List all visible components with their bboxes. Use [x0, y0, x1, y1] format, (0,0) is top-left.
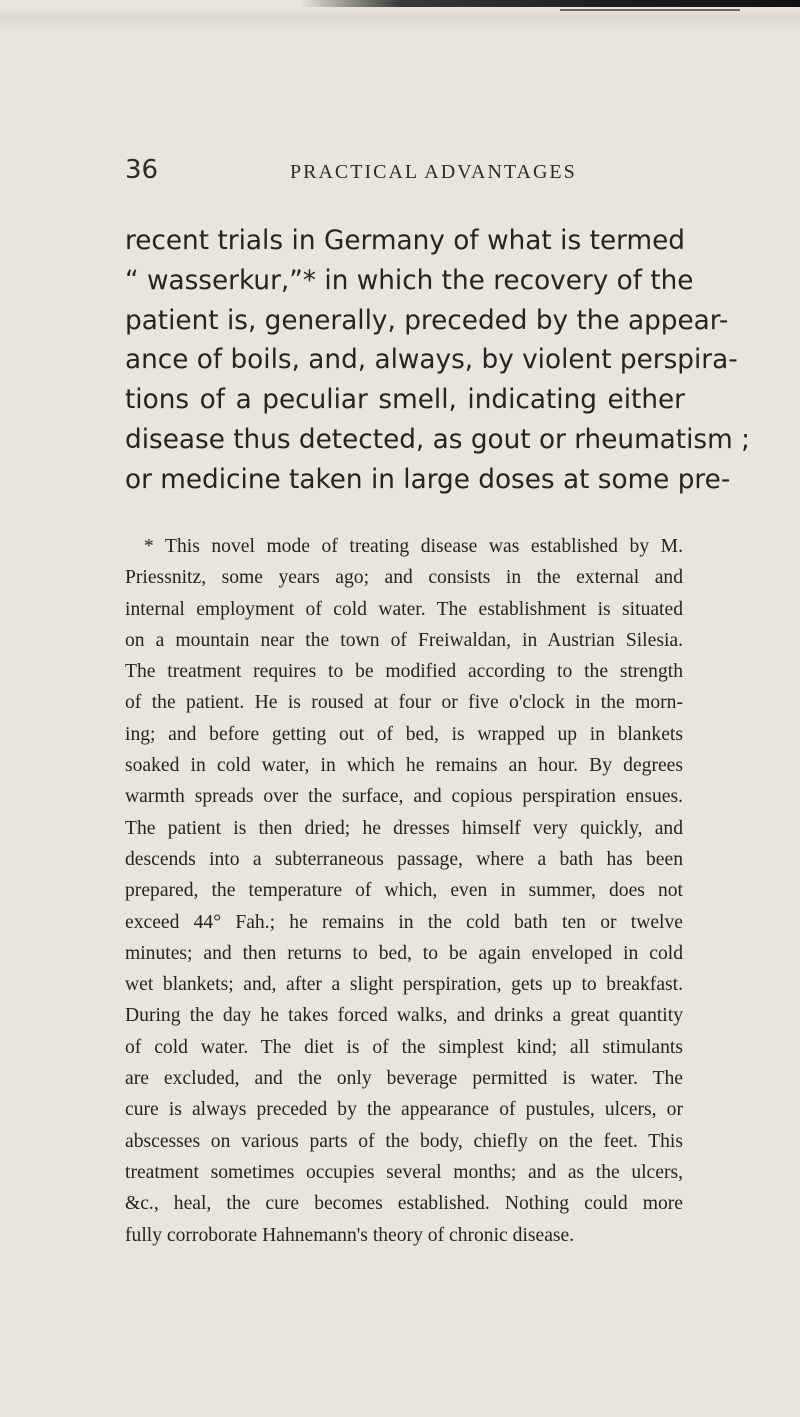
body-line: tions of a peculiar smell, indicating either — [125, 385, 685, 416]
footnote-line: soaked in cold water, in which he remains an hour. By degrees — [125, 755, 683, 777]
top-edge-thin-rule — [560, 9, 740, 11]
footnote-line: The treatment requires to be modified according to the strength — [125, 661, 683, 683]
footnote-line: ing; and before getting out of bed, is wrapped up in blankets — [125, 723, 683, 745]
top-edge-rule — [300, 0, 800, 7]
page-number: 36 — [125, 155, 159, 185]
footnote-line: treatment sometimes occupies several months; and as the ulcers, — [125, 1161, 683, 1183]
footnote-line: The patient is then dried; he dresses himself very quickly, and — [125, 817, 683, 839]
footnote-line: warmth spreads over the surface, and copious perspiration ensues. — [125, 786, 683, 808]
footnote-line: descends into a subterraneous passage, where a bath has been — [125, 848, 683, 870]
footnote-line: minutes; and then returns to bed, to be again enveloped in cold — [125, 942, 683, 964]
footnote-line: on a mountain near the town of Freiwaldan, in Austrian Silesia. — [125, 629, 683, 651]
footnote-line: abscesses on various parts of the body, chiefly on the feet. This — [125, 1130, 683, 1152]
footnote-line: Priessnitz, some years ago; and consists in the external and — [125, 567, 683, 589]
body-line: ance of boils, and, always, by violent perspira- — [125, 345, 738, 376]
footnote-line: of the patient. He is roused at four or five o'clock in the morn- — [125, 692, 683, 714]
body-line: recent trials in Germany of what is termed — [125, 226, 685, 256]
footnote-line: During the day he takes forced walks, and drinks a great quantity — [125, 1005, 683, 1027]
footnote-line: of cold water. The diet is of the simplest kind; all stimulants — [125, 1036, 683, 1058]
running-title: PRACTICAL ADVANTAGES — [290, 161, 577, 183]
body-line: patient is, generally, preceded by the appear- — [125, 305, 729, 336]
running-head — [0, 155, 800, 189]
body-line: or medicine taken in large doses at some pre- — [125, 464, 731, 495]
footnote-line: &c., heal, the cure becomes established. Nothing could more — [125, 1193, 683, 1215]
footnote-line: exceed 44° Fah.; he remains in the cold bath ten or twelve — [125, 911, 683, 933]
body-line: “ wasserkur,”* in which the recovery of the — [125, 265, 694, 296]
footnote-line: prepared, the temperature of which, even in summer, does not — [125, 880, 683, 902]
footnote-line: fully corroborate Hahnemann's theory of chronic disease. — [125, 1224, 575, 1246]
footnote-line: wet blankets; and, after a slight perspiration, gets up to breakfast. — [125, 974, 683, 996]
body-line: disease thus detected, as gout or rheumatism ; — [125, 424, 750, 455]
footnote-line: are excluded, and the only beverage permitted is water. The — [125, 1068, 683, 1090]
body-paragraph — [125, 222, 750, 501]
footnote-line: cure is always preceded by the appearance of pustules, ulcers, or — [125, 1099, 683, 1121]
footnote-line: internal employment of cold water. The establishment is situated — [125, 598, 683, 620]
footnote-line: * This novel mode of treating disease was established by M. — [144, 536, 683, 557]
footnote — [125, 531, 683, 1251]
